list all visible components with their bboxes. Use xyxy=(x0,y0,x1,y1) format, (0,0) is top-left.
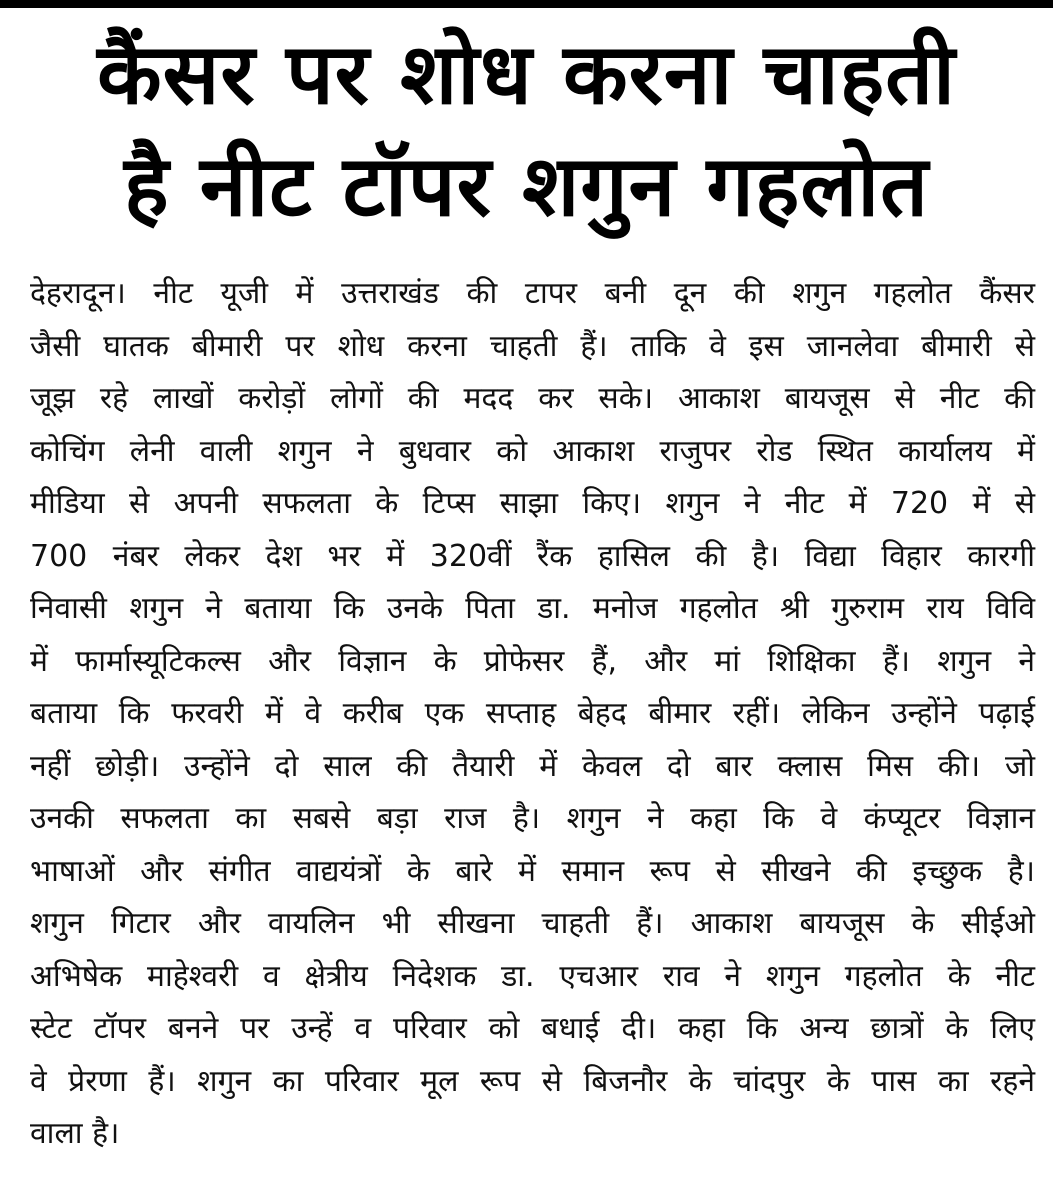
article-line: शगुन गिटार और वायलिन भी सीखना चाहती हैं। आकाश बायजूस के सीईओ xyxy=(30,906,1035,941)
article-line: कोचिंग लेनी वाली शगुन ने बुधवार को आकाश राजुपर रोड स्थित कार्यालय में xyxy=(30,433,1035,469)
article-line: स्टेट टॉपर बनने पर उन्हें व परिवार को बधाई दी। कहा कि अन्य छात्रों के लिए xyxy=(30,1011,1035,1046)
article-line: जूझ रहे लाखों करोड़ों लोगों की मदद कर सके। आकाश बायजूस से नीट की xyxy=(30,381,1035,416)
article-line: उनकी सफलता का सबसे बड़ा राज है। शगुन ने कहा कि वे कंप्यूटर विज्ञान xyxy=(30,801,1035,836)
article-line-last: वाला है। xyxy=(30,1116,120,1151)
article-line: जैसी घातक बीमारी पर शोध करना चाहती हैं। ताकि वे इस जानलेवा बीमारी से xyxy=(30,328,1035,364)
article-line: वे प्रेरणा हैं। शगुन का परिवार मूल रूप से बिजनौर के चांदपुर के पास का रहने xyxy=(30,1063,1035,1099)
article-line: निवासी शगुन ने बताया कि उनके पिता डा. मनोज गहलोत श्री गुरुराम राय विवि xyxy=(30,591,1035,626)
article-line: नहीं छोड़ी। उन्होंने दो साल की तैयारी में केवल दो बार क्लास मिस की। जो xyxy=(30,748,1035,784)
article-body xyxy=(30,268,1035,1161)
headline xyxy=(0,18,1053,242)
article-line: बताया कि फरवरी में वे करीब एक सप्ताह बेहद बीमार रहीं। लेकिन उन्होंने पढ़ाई xyxy=(30,696,1035,731)
article-line: में फार्मास्यूटिकल्स और विज्ञान के प्रोफेसर हैं, और मां शिक्षिका हैं। शगुन ने xyxy=(30,643,1035,679)
article-line: 700 नंबर लेकर देश भर में 320वीं रैंक हासिल की है। विद्या विहार कारगी xyxy=(30,538,1035,574)
article-line: अभिषेक माहेश्वरी व क्षेत्रीय निदेशक डा. एचआर राव ने शगुन गहलोत के नीट xyxy=(30,958,1035,994)
article-line: देहरादून। नीट यूजी में उत्तराखंड की टापर बनी दून की शगुन गहलोत कैंसर xyxy=(30,276,1035,311)
headline-line-1: कैंसर पर शोध करना चाहती xyxy=(97,25,956,123)
article-line: भाषाओं और संगीत वाद्ययंत्रों के बारे में समान रूप से सीखने की इच्छुक है। xyxy=(30,853,1035,889)
headline-line-2: है नीट टॉपर शगुन गहलोत xyxy=(124,137,929,235)
top-rule xyxy=(0,0,1053,8)
article-line: मीडिया से अपनी सफलता के टिप्स साझा किए। शगुन ने नीट में 720 में से xyxy=(30,486,1035,521)
